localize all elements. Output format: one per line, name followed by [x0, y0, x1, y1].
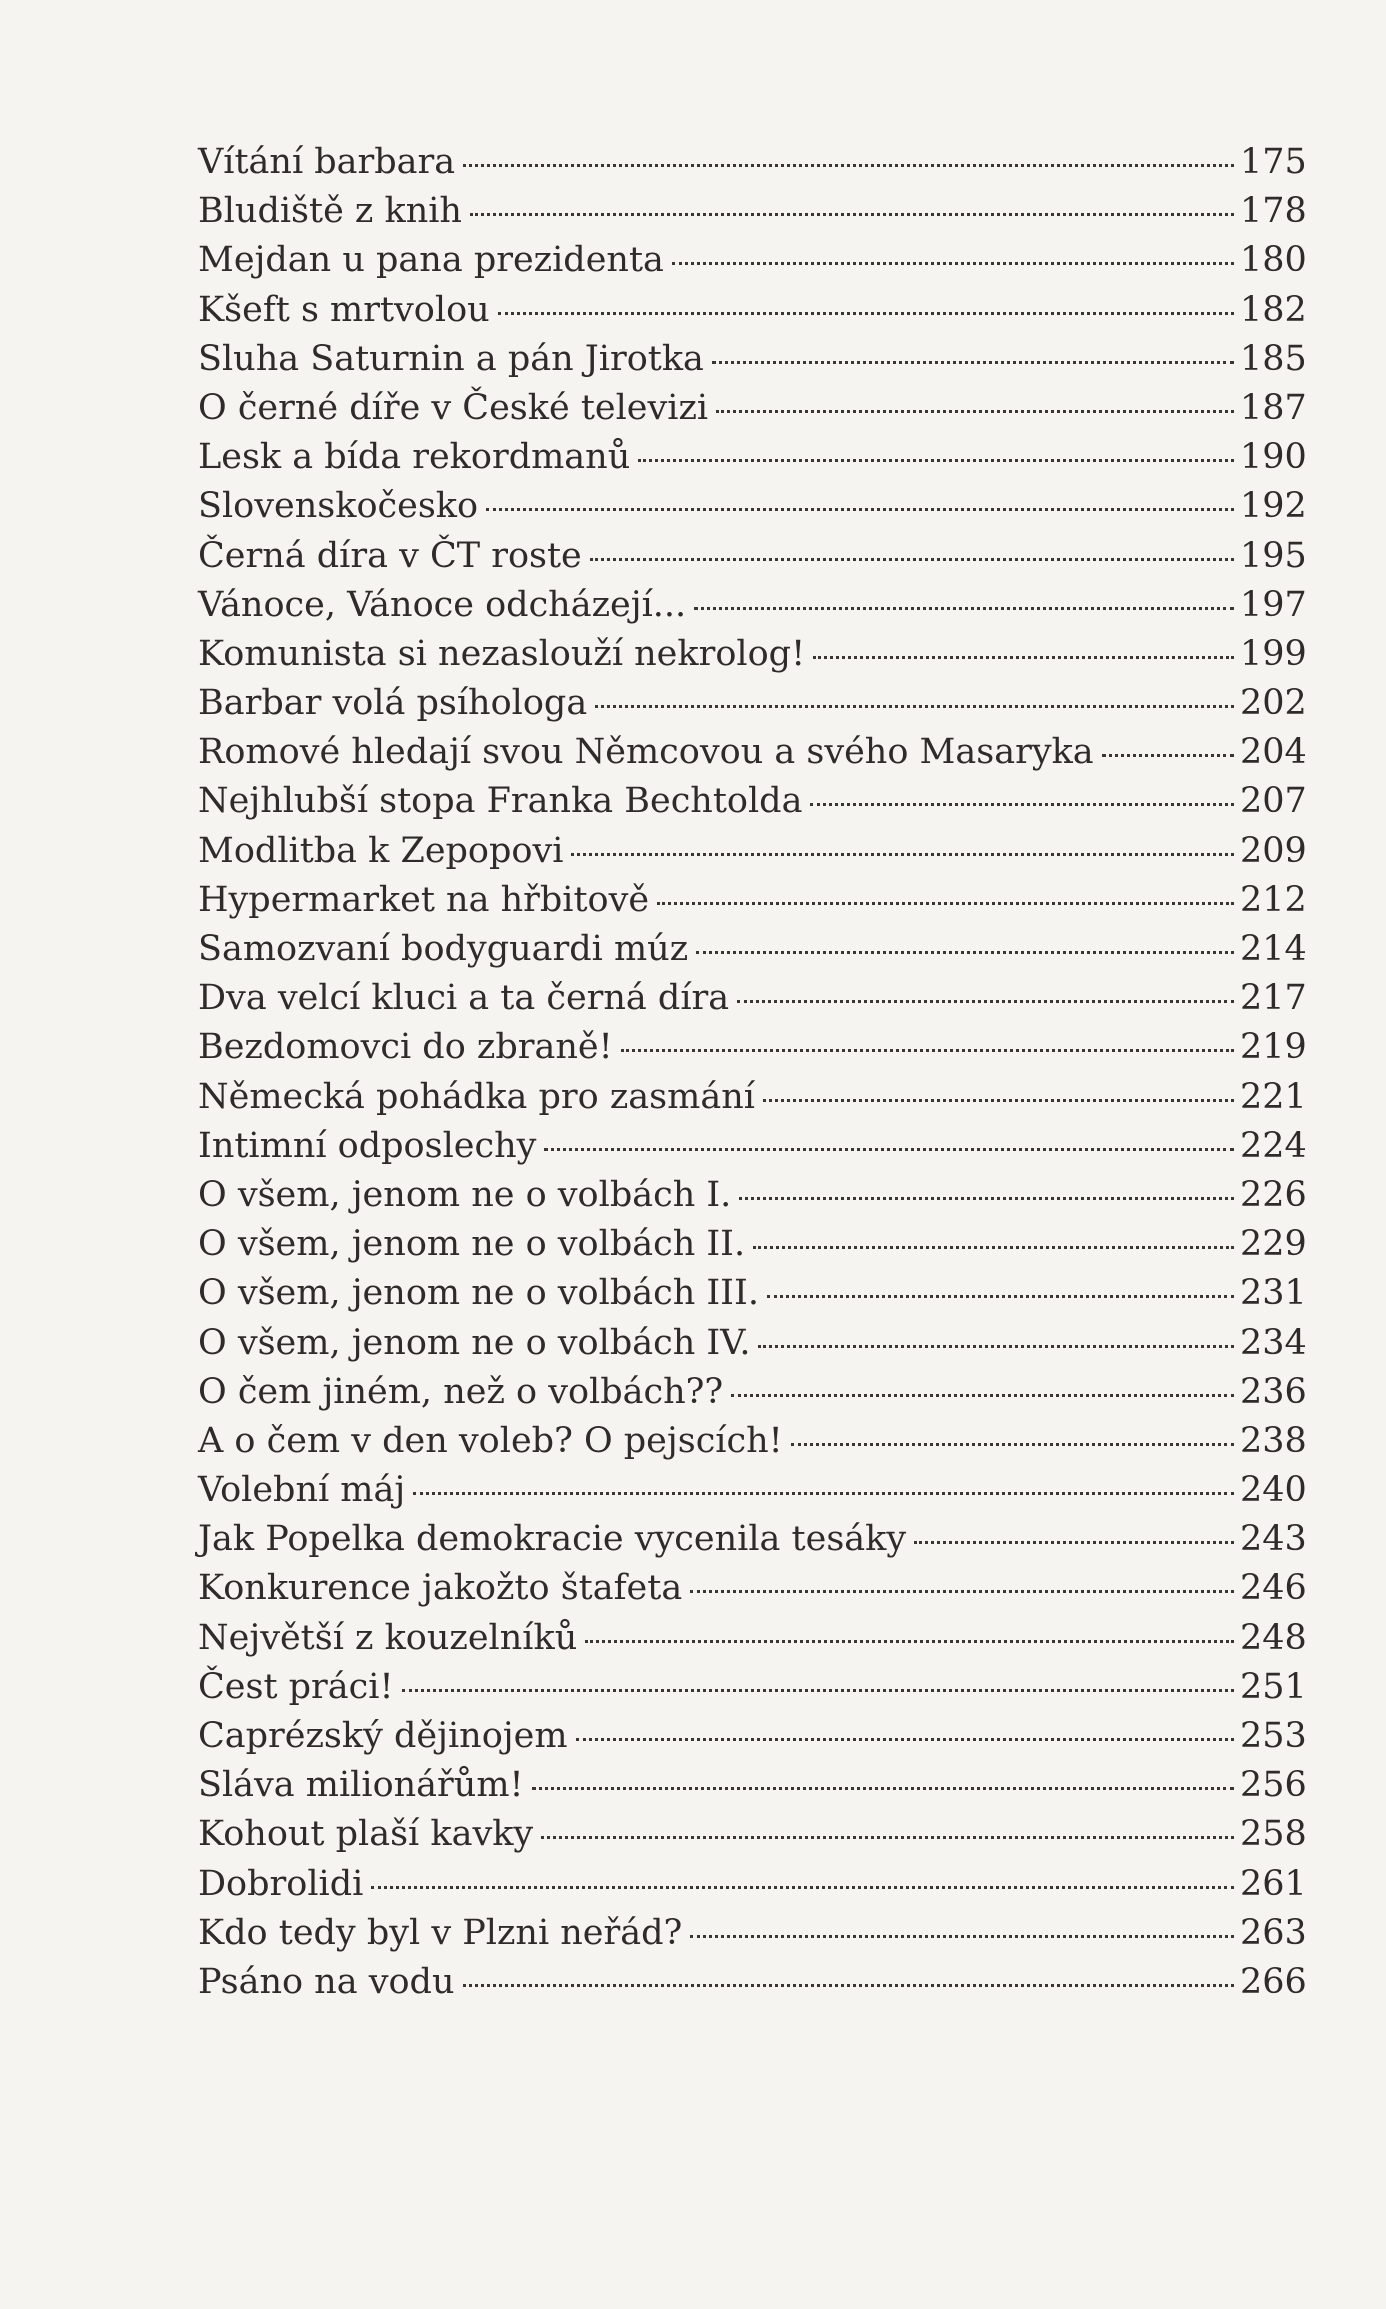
- toc-entry-page-number: 246: [1240, 1568, 1307, 1609]
- toc-entry: [198, 384, 1306, 433]
- toc-entry: [198, 1171, 1306, 1220]
- toc-entry-page-number: 187: [1240, 387, 1307, 428]
- toc-entry-page-number: 175: [1240, 142, 1307, 182]
- toc-entry: [198, 777, 1306, 826]
- dot-leader: [541, 1836, 1234, 1839]
- toc-entry-title: Černá díra v ČT roste: [198, 535, 582, 576]
- toc-entry-page-number: 199: [1240, 633, 1307, 674]
- toc-entry-title: Konkurence jakožto štafeta: [198, 1568, 683, 1609]
- toc-entry-title: A o čem v den voleb? O pejscích!: [198, 1420, 783, 1461]
- toc-entry-title: Bezdomovci do zbraně!: [198, 1027, 613, 1068]
- toc-entry-page-number: 258: [1240, 1814, 1307, 1855]
- toc-entry-page-number: 243: [1240, 1519, 1307, 1560]
- dot-leader: [737, 1000, 1234, 1003]
- toc-entry-title: Dva velcí kluci a ta černá díra: [198, 978, 730, 1019]
- dot-leader: [791, 1443, 1234, 1446]
- toc-entry-page-number: 178: [1240, 191, 1307, 232]
- dot-leader: [590, 558, 1234, 561]
- toc-entry: [198, 728, 1306, 777]
- toc-entry-page-number: 231: [1240, 1273, 1307, 1314]
- toc-entry-page-number: 192: [1240, 486, 1307, 527]
- toc-entry: [198, 876, 1306, 925]
- toc-entry-title: Jak Popelka demokracie vycenila tesáky: [198, 1519, 907, 1560]
- toc-entry: [198, 827, 1306, 876]
- toc-entry-title: Kohout plaší kavky: [198, 1814, 534, 1855]
- toc-entry-page-number: 236: [1240, 1371, 1307, 1412]
- toc-entry-page-number: 209: [1240, 830, 1307, 871]
- toc-entry-title: Modlitba k Zepopovi: [198, 830, 564, 871]
- toc-entry-page-number: 207: [1240, 781, 1307, 822]
- toc-entry-title: O všem, jenom ne o volbách I.: [198, 1174, 732, 1215]
- toc-entry: [198, 1466, 1306, 1515]
- toc-entry: [198, 1023, 1306, 1072]
- dot-leader: [585, 1640, 1234, 1643]
- toc-entry: [198, 1368, 1306, 1417]
- toc-entry-title: Volební máj: [198, 1470, 406, 1511]
- toc-entry: [198, 138, 1306, 187]
- dot-leader: [763, 1099, 1234, 1102]
- toc-entry-page-number: 214: [1240, 929, 1307, 969]
- dot-leader: [498, 312, 1234, 315]
- toc-entry-title: Slovenskočesko: [198, 486, 479, 527]
- toc-entry: [198, 187, 1306, 236]
- dot-leader: [694, 607, 1234, 610]
- toc-entry-page-number: 266: [1240, 1961, 1307, 2002]
- toc-entry-title: Psáno na vodu: [198, 1961, 455, 2002]
- toc-entry-title: Lesk a bída rekordmanů: [198, 437, 631, 478]
- toc-entry-title: O všem, jenom ne o volbách II.: [198, 1224, 746, 1265]
- toc-entry: [198, 1860, 1306, 1909]
- toc-entry: [198, 335, 1306, 384]
- toc-entry-page-number: 238: [1240, 1420, 1307, 1461]
- toc-entry-page-number: 226: [1240, 1174, 1307, 1215]
- toc-entry-page-number: 219: [1240, 1027, 1307, 1068]
- dot-leader: [595, 705, 1234, 708]
- dot-leader: [1102, 754, 1234, 757]
- toc-entry-title: Intimní odposlechy: [198, 1125, 537, 1166]
- dot-leader: [571, 853, 1234, 856]
- dot-leader: [813, 656, 1234, 659]
- toc-entry: [198, 1761, 1306, 1810]
- dot-leader: [463, 1984, 1234, 1987]
- dot-leader: [576, 1738, 1234, 1741]
- toc-entry-title: Barbar volá psíhologa: [198, 683, 588, 724]
- toc-entry: [198, 236, 1306, 285]
- toc-entry: [198, 1073, 1306, 1122]
- toc-entry: [198, 1958, 1306, 2007]
- toc-entry-page-number: 182: [1240, 289, 1307, 330]
- toc-entry-page-number: 204: [1240, 732, 1307, 773]
- toc-entry-title: Hypermarket na hřbitově: [198, 879, 650, 920]
- toc-entry: [198, 286, 1306, 335]
- toc-entry-title: Romové hledají svou Němcovou a svého Masaryka: [198, 732, 1094, 773]
- toc-entry-title: Kšeft s mrtvolou: [198, 289, 490, 330]
- toc-entry-page-number: 248: [1240, 1617, 1307, 1658]
- toc-entry: [198, 532, 1306, 581]
- dot-leader: [712, 361, 1234, 364]
- dot-leader: [690, 1935, 1234, 1938]
- toc-entry-title: Vítání barbara: [198, 142, 456, 182]
- toc-entry-title: Bludiště z knih: [198, 191, 462, 232]
- toc-entry-page-number: 221: [1240, 1076, 1307, 1117]
- toc-entry-page-number: 253: [1240, 1716, 1307, 1756]
- table-of-contents: [198, 138, 1306, 2007]
- dot-leader: [810, 803, 1234, 806]
- toc-entry-title: Dobrolidi: [198, 1863, 364, 1904]
- toc-entry-title: O všem, jenom ne o volbách IV.: [198, 1322, 751, 1363]
- dot-leader: [544, 1148, 1234, 1151]
- dot-leader: [413, 1492, 1234, 1495]
- dot-leader: [758, 1345, 1234, 1348]
- toc-entry-title: Sluha Saturnin a pán Jirotka: [198, 338, 704, 379]
- toc-entry-page-number: 180: [1240, 240, 1307, 281]
- toc-entry-page-number: 217: [1240, 978, 1307, 1019]
- toc-entry: [198, 581, 1306, 630]
- toc-entry-page-number: 263: [1240, 1912, 1307, 1953]
- toc-entry-title: Caprézský dějinojem: [198, 1716, 568, 1756]
- toc-entry: [198, 1614, 1306, 1663]
- toc-entry: [198, 1417, 1306, 1466]
- toc-entry-page-number: 185: [1240, 338, 1307, 379]
- toc-entry: [198, 1663, 1306, 1712]
- toc-entry-title: Největší z kouzelníků: [198, 1617, 578, 1658]
- dot-leader: [696, 951, 1234, 954]
- toc-entry: [198, 1712, 1306, 1761]
- dot-leader: [638, 459, 1234, 462]
- toc-entry-title: Sláva milionářům!: [198, 1765, 524, 1806]
- toc-entry-title: Německá pohádka pro zasmání: [198, 1076, 755, 1117]
- toc-entry: [198, 1909, 1306, 1958]
- dot-leader: [753, 1246, 1234, 1249]
- toc-entry: [198, 1810, 1306, 1859]
- dot-leader: [657, 902, 1234, 905]
- toc-entry-page-number: 212: [1240, 879, 1307, 920]
- dot-leader: [731, 1394, 1234, 1397]
- dot-leader: [739, 1197, 1234, 1200]
- toc-entry-title: Samozvaní bodyguardi múz: [198, 929, 689, 969]
- toc-entry: [198, 1220, 1306, 1269]
- toc-entry: [198, 1515, 1306, 1564]
- toc-entry: [198, 974, 1306, 1023]
- toc-entry-page-number: 224: [1240, 1125, 1307, 1166]
- toc-entry: [198, 1319, 1306, 1368]
- toc-entry: [198, 1122, 1306, 1171]
- toc-entry: [198, 1564, 1306, 1613]
- toc-entry-page-number: 261: [1240, 1863, 1307, 1904]
- toc-entry-title: Vánoce, Vánoce odcházejí...: [198, 584, 687, 625]
- dot-leader: [690, 1590, 1234, 1593]
- toc-entry: [198, 482, 1306, 531]
- dot-leader: [672, 262, 1234, 265]
- toc-entry: [198, 1269, 1306, 1318]
- dot-leader: [371, 1886, 1234, 1889]
- dot-leader: [463, 164, 1234, 167]
- toc-entry-title: Komunista si nezaslouží nekrolog!: [198, 633, 806, 674]
- toc-entry-title: O všem, jenom ne o volbách III.: [198, 1273, 759, 1314]
- toc-entry-title: Nejhlubší stopa Franka Bechtolda: [198, 781, 803, 822]
- toc-entry: [198, 679, 1306, 728]
- toc-entry-page-number: 240: [1240, 1470, 1307, 1511]
- dot-leader: [486, 508, 1234, 511]
- toc-entry-page-number: 190: [1240, 437, 1307, 478]
- toc-entry: [198, 433, 1306, 482]
- toc-entry: [198, 925, 1306, 974]
- toc-entry-page-number: 234: [1240, 1322, 1307, 1363]
- toc-entry-page-number: 202: [1240, 683, 1307, 724]
- dot-leader: [532, 1787, 1234, 1790]
- toc-entry-page-number: 256: [1240, 1765, 1307, 1806]
- toc-entry-title: Mejdan u pana prezidenta: [198, 240, 664, 281]
- dot-leader: [470, 213, 1234, 216]
- toc-entry-page-number: 251: [1240, 1666, 1307, 1707]
- toc-entry-title: Čest práci!: [198, 1666, 394, 1707]
- dot-leader: [716, 410, 1234, 413]
- toc-entry-title: O černé díře v České televizi: [198, 387, 709, 428]
- toc-entry-title: Kdo tedy byl v Plzni neřád?: [198, 1912, 683, 1953]
- toc-entry-page-number: 229: [1240, 1224, 1307, 1265]
- dot-leader: [914, 1541, 1234, 1544]
- dot-leader: [402, 1689, 1234, 1692]
- dot-leader: [767, 1295, 1234, 1298]
- toc-entry-page-number: 195: [1240, 535, 1307, 576]
- toc-entry-title: O čem jiném, než o volbách??: [198, 1371, 724, 1412]
- dot-leader: [621, 1049, 1234, 1052]
- toc-entry-page-number: 197: [1240, 584, 1307, 625]
- toc-entry: [198, 630, 1306, 679]
